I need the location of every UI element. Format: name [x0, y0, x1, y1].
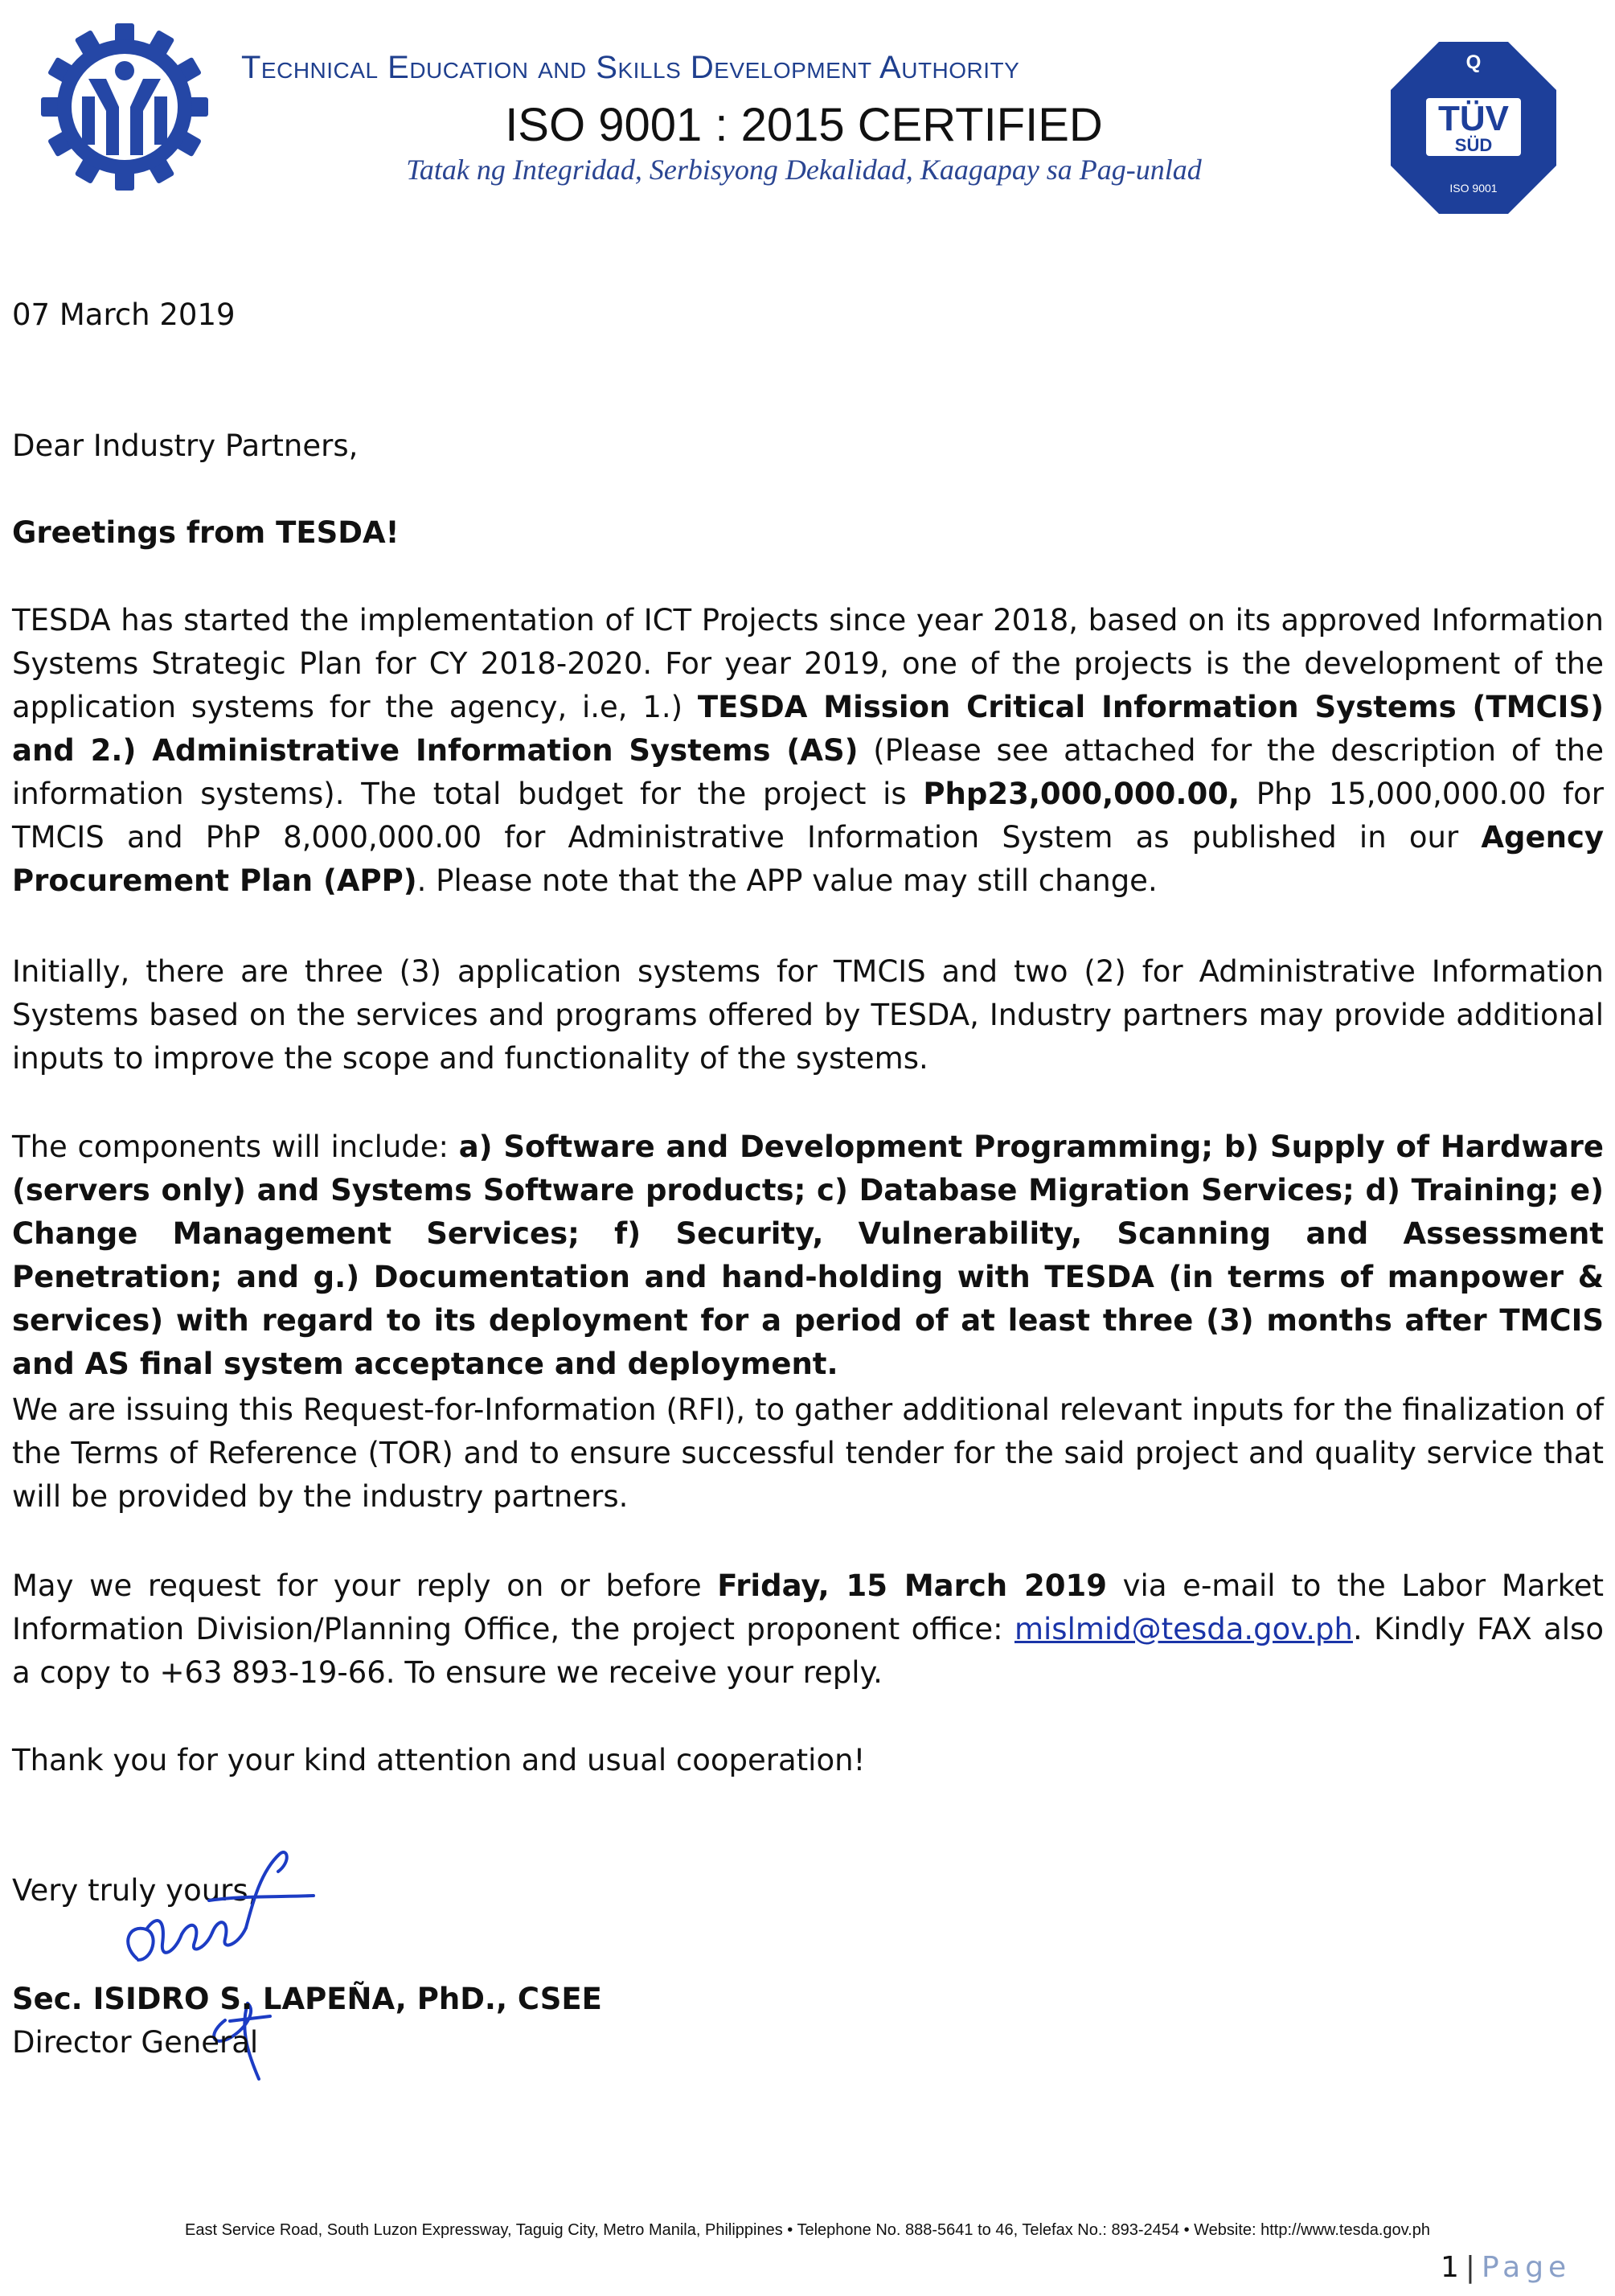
signatory-title: Director General — [12, 2025, 259, 2060]
signatory-name: Sec. ISIDRO S. LAPEÑA, PhD., CSEE — [12, 1982, 602, 2016]
footer-contact-info: East Service Road, South Luzon Expressway, Taguig City, Metro Manila, Philippines • Telephone No. 888-5641 to 46, Telefax No.: 893-2454 • Website: http://www.tesda.gov.ph — [185, 2221, 1430, 2239]
paragraph-rfi-purpose: We are issuing this Request-for-Information (RFI), to gather additional relevant inputs for the finalization of the Terms of Reference (TOR) and to ensure successful tender for the said project and quality service that will be provided by the industry partners. — [12, 1392, 1604, 1514]
letter-date: 07 March 2019 — [12, 297, 236, 332]
p1-total-budget: Php23,000,000.00, — [923, 777, 1240, 811]
page-separator: | — [1465, 2251, 1476, 2284]
tuv-certification-mark — [1389, 40, 1558, 215]
organization-motto: Tatak ng Integridad, Serbisyong Dekalidad, Kaagapay sa Pag-unlad — [406, 154, 1202, 186]
cert-mark-bottom: ISO 9001 — [1449, 182, 1498, 195]
p1-text-1: TESDA has started the implementation of ICT Projects since year 2018, based on its approved Information Systems Strategic Plan for CY 2018-2020. For year 2019, one of the projects is the development of the application systems for the agency, i.e, 1.) — [12, 603, 1604, 724]
thank-you-line: Thank you for your kind attention and usual cooperation! — [12, 1743, 866, 1777]
cert-mark-sub: SÜD — [1454, 135, 1493, 155]
page-indicator — [1441, 2251, 1571, 2284]
cert-mark-brand: TÜV — [1438, 99, 1509, 138]
paragraph-project-overview — [12, 599, 1604, 903]
organization-name: Technical Education and Skills Development Authority — [241, 50, 1020, 85]
p1-text-3: Php 15,000,000.00 for TMCIS and PhP 8,000,000.00 for Administrative Information System as published in our — [12, 777, 1604, 855]
p1-procurement-plan: Agency Procurement Plan (APP) — [12, 820, 1604, 898]
p5-text-1: May we request for your reply on or before — [12, 1568, 718, 1603]
p3-lead: The components will include: — [12, 1130, 459, 1164]
iso-certification-line: ISO 9001 : 2015 CERTIFIED — [505, 99, 1103, 151]
p5-text-3: . Kindly FAX also a copy to +63 893-19-66. To ensure we receive your reply. — [12, 1612, 1604, 1690]
p5-text-2: via e-mail to the Labor Market Information Division/Planning Office, the project proponent office: — [12, 1568, 1605, 1646]
cert-mark-top: Q — [1465, 51, 1482, 73]
p3-components-list: a) Software and Development Programming; b) Supply of Hardware (servers only) and Systems Software products; c) Database Migration Services; d) Training; e) Change Management Services; f) Security, Vulnerability, Scanning and Assessment Penetration; and g.) Documentation and hand-holding with TESDA (in terms of manpower & services) with regard to its deployment for a period of at least three (3) months after TMCIS and AS final system acceptance and deployment. — [12, 1130, 1605, 1381]
p1-text-2: (Please see attached for the description of the information systems). The total budget for the project is — [12, 733, 1604, 811]
greeting: Greetings from TESDA! — [12, 515, 400, 550]
p1-text-4: . Please note that the APP value may still change. — [416, 863, 1158, 898]
salutation: Dear Industry Partners, — [12, 428, 359, 463]
contact-email-link[interactable]: mislmid@tesda.gov.ph — [1014, 1612, 1353, 1646]
page-number: 1 — [1441, 2251, 1459, 2284]
paragraph-application-systems: Initially, there are three (3) application systems for TMCIS and two (2) for Administrative Information Systems based on the services and programs offered by TESDA, Industry partners may provide additional inputs to improve the scope and functionality of the systems. — [12, 954, 1604, 1076]
paragraph-components — [12, 1125, 1604, 1386]
page-label: Page — [1482, 2251, 1572, 2284]
paragraph-reply-request — [12, 1564, 1604, 1695]
reply-deadline: Friday, 15 March 2019 — [717, 1568, 1107, 1603]
tesda-logo — [32, 23, 217, 191]
closing: Very truly yours, — [12, 1873, 258, 1908]
p1-systems-names: TESDA Mission Critical Information Systems (TMCIS) and 2.) Administrative Information Systems (AS) — [12, 690, 1604, 768]
